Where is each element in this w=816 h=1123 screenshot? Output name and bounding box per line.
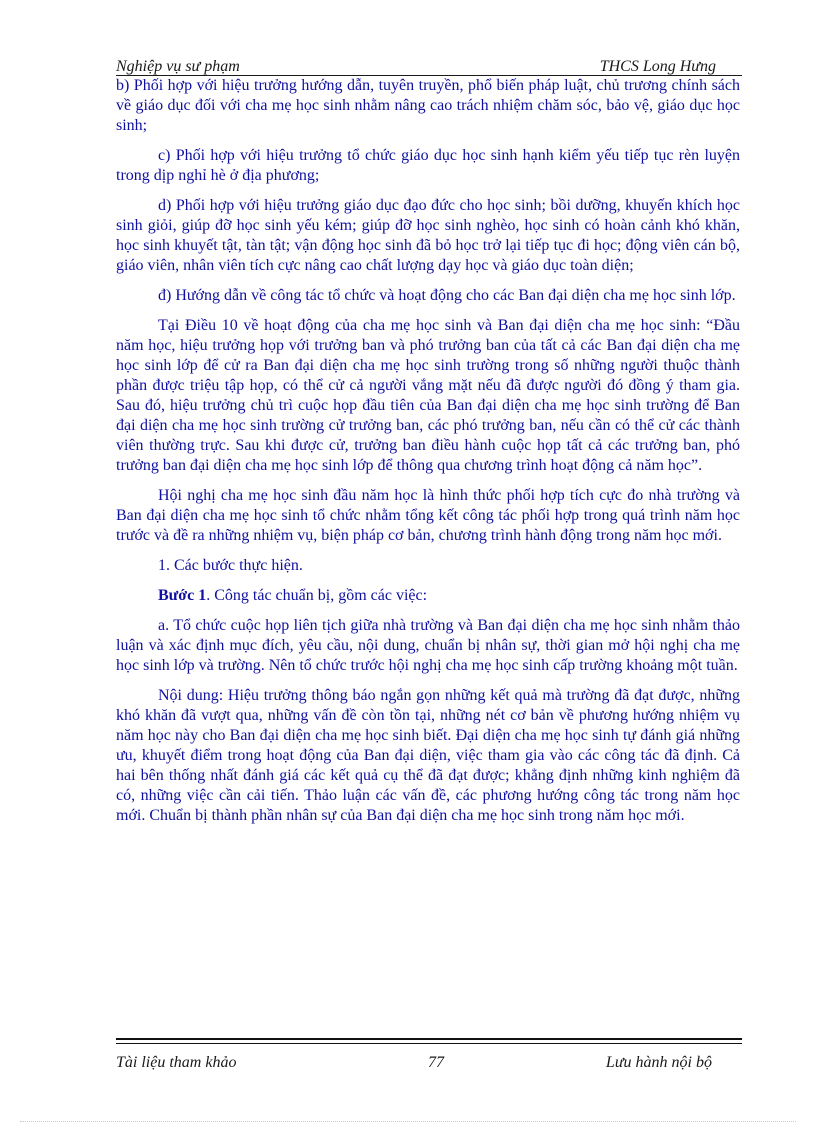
paragraph-b: b) Phối hợp với hiệu trưởng hướng dẫn, tuyên truyền, phổ biến pháp luật, chủ trương chính sách về giáo dục đối với cha mẹ học sinh nhằm nâng cao trách nhiệm chăm sóc, bảo vệ, giáo dục học sinh;: [116, 77, 740, 134]
header-right-school: THCS Long Hưng: [599, 58, 716, 75]
step-1-paragraph: [116, 586, 740, 606]
page-number: 77: [428, 1054, 444, 1071]
footer-rule-thin: [116, 1043, 742, 1044]
page-body: [116, 76, 740, 836]
paragraph-content: Nội dung: Hiệu trưởng thông báo ngắn gọn những kết quả mà trường đã đạt được, những khó khăn đã vượt qua, những vấn đề còn tồn tại, những nét cơ bản về phương hướng nhiệm vụ năm học này cho Ban đại diện cha mẹ học sinh biết. Đại diện cha mẹ học sinh tự đánh giá những ưu, khuyết điểm trong hoạt động của Ban đại diện, việc tham gia vào các công tác đã định. Cả hai bên thống nhất đánh giá các kết quả cụ thể đã đạt được; khẳng định những kinh nghiệm đã có, những việc cần cải tiến. Thảo luận các vấn đề, các phương hướng công tác trong năm học mới. Chuẩn bị thành phần nhân sự của Ban đại diện cha mẹ học sinh trong năm học mới.: [116, 687, 740, 824]
page-edge-dotted-line: [20, 1121, 796, 1122]
paragraph-a: a. Tổ chức cuộc họp liên tịch giữa nhà trường và Ban đại diện cha mẹ học sinh nhằm thảo luận và xác định mục đích, yêu cầu, nội dung, chuẩn bị nhân sự, thời gian mở hội nghị cha mẹ học sinh lớp và trường. Nên tổ chức trước hội nghị cha mẹ học sinh cấp trường khoảng một tuần.: [116, 617, 740, 674]
step-1-text: . Công tác chuẩn bị, gồm các việc:: [206, 587, 428, 604]
section-heading-steps: 1. Các bước thực hiện.: [158, 557, 303, 574]
paragraph-dd: đ) Hướng dẫn về công tác tổ chức và hoạt động cho các Ban đại diện cha mẹ học sinh lớp.: [158, 287, 736, 304]
footer-right-label: Lưu hành nội bộ: [605, 1054, 712, 1071]
paragraph-c: c) Phối hợp với hiệu trưởng tổ chức giáo dục học sinh hạnh kiểm yếu tiếp tục rèn luyện trong dịp nghỉ hè ở địa phương;: [116, 147, 740, 184]
header-left-title: Nghiệp vụ sư phạm: [116, 58, 240, 75]
paragraph-d: d) Phối hợp với hiệu trưởng giáo dục đạo đức cho học sinh; bồi dưỡng, khuyến khích học sinh giỏi, giúp đỡ học sinh yếu kém; giúp đỡ học sinh nghèo, học sinh có hoàn cảnh khó khăn, học sinh khuyết tật, tàn tật; vận động học sinh đã bỏ học trở lại tiếp tục đi học; động viên cán bộ, giáo viên, nhân viên tích cực nâng cao chất lượng dạy học và giáo dục toàn diện;: [116, 197, 740, 274]
paragraph-conference: Hội nghị cha mẹ học sinh đầu năm học là hình thức phối hợp tích cực đo nhà trường và Ban đại diện cha mẹ học sinh tổ chức nhằm tổng kết công tác phối hợp trong quá trình năm học trước và đề ra những nhiệm vụ, biện pháp cơ bản, chương trình hành động trong năm học mới.: [116, 487, 740, 544]
page-footer: [116, 1054, 742, 1076]
footer-left-label: Tài liệu tham khảo: [116, 1054, 237, 1071]
paragraph-article-10: Tại Điều 10 về hoạt động của cha mẹ học sinh và Ban đại diện cha mẹ học sinh: “Đầu năm học, hiệu trưởng họp với trưởng ban và phó trưởng ban của tất cả các Ban đại diện cha mẹ học sinh lớp để cử ra Ban đại diện cha mẹ học sinh trường trong số những người thuộc thành phần được triệu tập họp, có thể cử cả người vắng mặt nếu đã được người đó đồng ý tham gia. Sau đó, hiệu trưởng chủ trì cuộc họp đầu tiên của Ban đại diện cha mẹ học sinh trường để Ban đại diện cha mẹ học sinh trường cử trưởng ban, các phó trưởng ban, nếu cần có thể cử các thành viên thường trực. Sau khi được cử, trưởng ban điều hành cuộc họp tất cả các trưởng ban, phó trưởng ban đại diện cha mẹ học sinh lớp để thông qua chương trình hoạt động cả năm học”.: [116, 317, 740, 474]
footer-rule-thick: [116, 1038, 742, 1040]
step-1-label: Bước 1: [158, 587, 207, 604]
